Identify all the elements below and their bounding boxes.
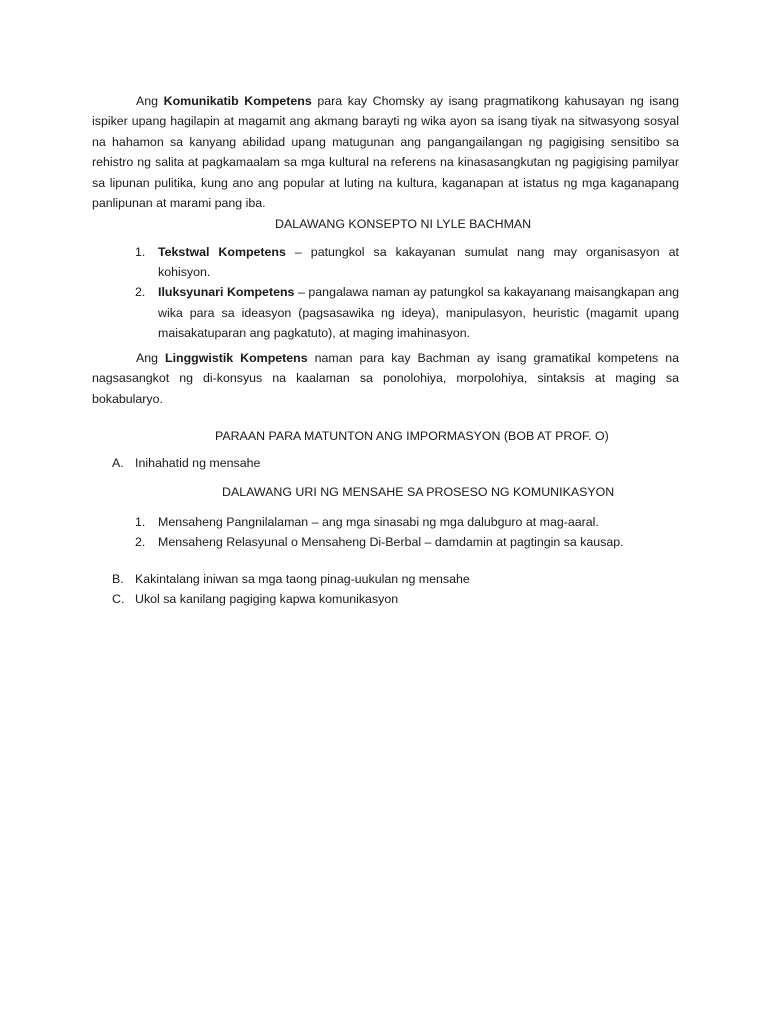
- paragraph-prefix: Ang: [136, 94, 159, 108]
- paragraph-prefix: Ang: [136, 351, 159, 365]
- list-item: [112, 569, 675, 589]
- list-item-text: Mensaheng Pangnilalaman – ang mga sinasabi ng mga dalubguro at mag-aaral.: [158, 515, 599, 529]
- list-item-text: – pangalawa naman ay patungkol sa kakayanang maisangkapan ang wika para sa ideasyon (pagsasawika ng ideya), manipulasyon, heuristic (magamit upang maisakatuparan ang pagkatuto), at maging imahinasyon.: [158, 285, 679, 340]
- bachman-concepts-heading: DALAWANG KONSEPTO NI LYLE BACHMAN: [275, 217, 532, 231]
- list-number: 1.: [135, 515, 146, 529]
- list-number: 1.: [135, 245, 146, 259]
- list-item: [112, 453, 675, 473]
- linggwistik-kompetens-term: Linggwistik Kompetens: [165, 351, 308, 365]
- linggwistik-paragraph: [92, 348, 679, 409]
- list-item-text: Kakintalang iniwan sa mga taong pinag-uukulan ng mensahe: [135, 572, 470, 586]
- list-letter: C.: [112, 592, 125, 607]
- list-item: [135, 532, 679, 552]
- list-item-text: Mensaheng Relasyunal o Mensaheng Di-Berbal – damdamin at pagtingin sa kausap.: [158, 535, 624, 550]
- list-number: 2.: [135, 285, 146, 300]
- bachman-concepts-list: [135, 242, 679, 343]
- list-item-text: Ukol sa kanilang pagiging kapwa komunikasyon: [135, 592, 399, 607]
- list-item: [135, 242, 679, 282]
- list-item: [112, 589, 675, 609]
- uri-ng-mensahe-heading: DALAWANG URI NG MENSAHE SA PROSESO NG KOMUNIKASYON: [222, 485, 615, 499]
- letter-list-bc: [112, 569, 675, 609]
- letter-list-a: [112, 453, 675, 473]
- iluksyunari-kompetens-term: Iluksyunari Kompetens: [158, 285, 295, 300]
- komunikatib-kompetens-term: Komunikatib Kompetens: [163, 94, 312, 108]
- list-item-text: Inihahatid ng mensahe: [135, 456, 261, 470]
- list-item: [135, 512, 679, 532]
- list-letter: B.: [112, 572, 124, 586]
- intro-paragraph: [92, 91, 679, 213]
- paragraph-body: para kay Chomsky ay isang pragmatikong kahusayan ng isang ispiker upang hagilapin at magamit ang akmang barayti ng wika ayon sa isang tiyak na sitwasyong sosyal na hahamon sa kanyang abilidad upang matugunan ang pangangailangan ng pagigising sensitibo sa rehistro ng salita at pagkamaalam sa mga kultural na referens na kinasasangkutan ng pagigising pamilyar sa lipunan pulitika, kung ano ang popular at luting na kultura, kaganapan at istatus ng mga kaganapang panlipunan at marami pang iba.: [92, 94, 679, 211]
- tekstwal-kompetens-term: Tekstwal Kompetens: [158, 245, 286, 259]
- list-number: 2.: [135, 535, 146, 550]
- paragraph-body: naman para kay Bachman ay isang gramatikal kompetens na nagsasangkot ng di-konsyus na kaalaman sa ponolohiya, morpolohiya, sintaksis at maging sa bokabularyo.: [92, 351, 680, 406]
- list-item-text: – patungkol sa kakayanan sumulat nang may organisasyon at kohisyon.: [158, 245, 679, 280]
- list-item: [135, 282, 679, 343]
- paraan-heading: PARAAN PARA MATUNTON ANG IMPORMASYON (BOB AT PROF. O): [215, 429, 609, 443]
- list-letter: A.: [112, 456, 124, 470]
- mensahe-types-list: [135, 512, 679, 552]
